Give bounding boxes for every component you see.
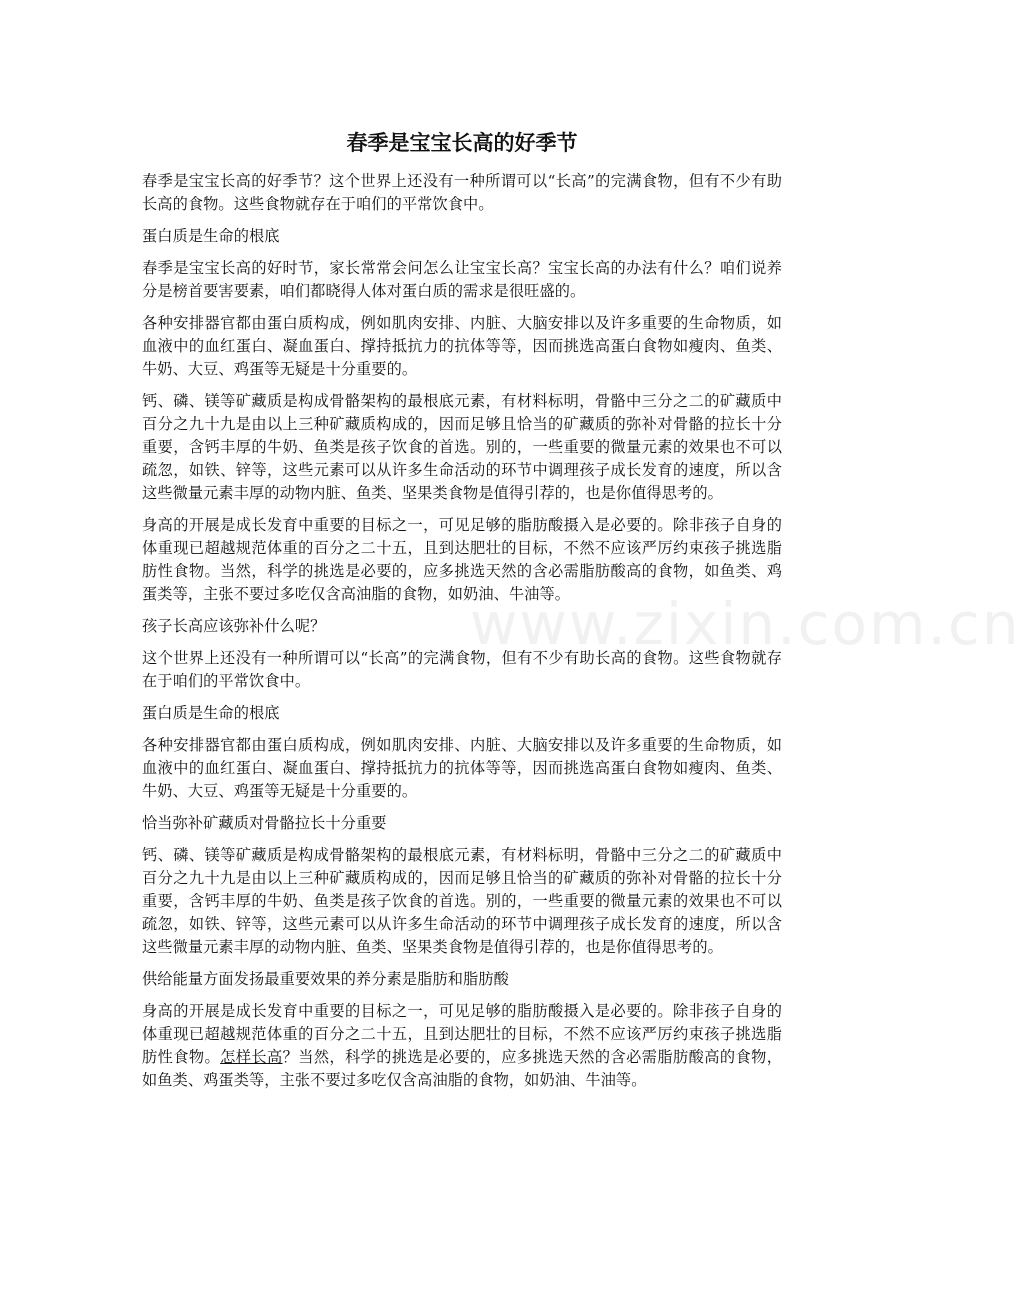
paragraph-fats: 身高的开展是成长发育中重要的目标之一，可见足够的脂肪酸摄入是必要的。除非孩子自身的体重现已超越规范体重的百分之二十五，且到达肥壮的目标，不然不应该严厉约束孩子挑选脂肪性食物。当然，科学的挑选是必要的，应多挑选天然的含必需脂肪酸高的食物，如鱼类、鸡蛋类等，主张不要过多吃仅含高油脂的食物，如奶油、牛油等。 xyxy=(142,516,782,603)
paragraph-protein: 各种安排器官都由蛋白质构成，例如肌肉安排、内脏、大脑安排以及许多重要的生命物质，如血液中的血红蛋白、凝血蛋白、撑持抵抗力的抗体等等，因而挑选高蛋白食物如瘦肉、鱼类、牛奶、大豆、鸡蛋等无疑是十分重要的。 xyxy=(142,314,782,378)
section-heading-supplement: 孩子长高应该弥补什么呢？ xyxy=(142,617,326,635)
how-to-grow-tall-link[interactable]: 怎样长高 xyxy=(220,1048,283,1066)
paragraph-minerals-2: 钙、磷、镁等矿藏质是构成骨骼架构的最根底元素，有材料标明，骨骼中三分之二的矿藏质中百分之九十九是由以上三种矿藏质构成的，因而足够且恰当的矿藏质的弥补对骨骼的拉长十分重要，含钙丰厚的牛奶、鱼类是孩子饮食的首选。别的，一些重要的微量元素的效果也不可以疏忽，如铁、锌等，这些元素可以从许多生命活动的环节中调理孩子成长发育的速度，所以含这些微量元素丰厚的动物内脏、鱼类、坚果类食物是值得引荐的，也是你值得思考的。 xyxy=(142,846,782,956)
section-heading-energy: 供给能量方面发扬最重要效果的养分素是脂肪和脂肪酸 xyxy=(142,970,509,988)
page-title: 春季是宝宝长高的好季节 xyxy=(346,131,578,155)
section-heading-protein: 蛋白质是生命的根底 xyxy=(142,227,280,245)
section-heading-protein-2: 蛋白质是生命的根底 xyxy=(142,704,280,722)
paragraph-fats-2-after: ？当然，科学的挑选是必要的，应多挑选天然的含必需脂肪酸高的食物，如鱼类、鸡蛋类等，主张不要过多吃仅含高油脂的食物，如奶油、牛油等。 xyxy=(142,1048,783,1089)
section-heading-minerals: 恰当弥补矿藏质对骨骼拉长十分重要 xyxy=(142,814,387,832)
paragraph-nutrition: 春季是宝宝长高的好时节，家长常常会问怎么让宝宝长高？宝宝长高的办法有什么？咱们说养分是榜首要害要素，咱们都晓得人体对蛋白质的需求是很旺盛的。 xyxy=(142,259,782,300)
document-page xyxy=(142,128,1021,1101)
watermark: www.zixin.com.cn xyxy=(470,590,1021,658)
paragraph-intro: 春季是宝宝长高的好季节？这个世界上还没有一种所谓可以“长高”的完满食物，但有不少有助长高的食物。这些食物就存在于咱们的平常饮食中。 xyxy=(142,172,782,213)
paragraph-fats-2 xyxy=(142,1000,782,1092)
paragraph-fats-2-before: 身高的开展是成长发育中重要的目标之一，可见足够的脂肪酸摄入是必要的。除非孩子自身的体重现已超越规范体重的百分之二十五，且到达肥壮的目标，不然不应该严厉约束孩子挑选脂肪性食物。 xyxy=(142,1002,782,1066)
paragraph-minerals: 钙、磷、镁等矿藏质是构成骨骼架构的最根底元素，有材料标明，骨骼中三分之二的矿藏质中百分之九十九是由以上三种矿藏质构成的，因而足够且恰当的矿藏质的弥补对骨骼的拉长十分重要，含钙丰厚的牛奶、鱼类是孩子饮食的首选。别的，一些重要的微量元素的效果也不可以疏忽，如铁、锌等，这些元素可以从许多生命活动的环节中调理孩子成长发育的速度，所以含这些微量元素丰厚的动物内脏、鱼类、坚果类食物是值得引荐的，也是你值得思考的。 xyxy=(142,392,782,502)
paragraph-food: 这个世界上还没有一种所谓可以“长高”的完满食物，但有不少有助长高的食物。这些食物就存在于咱们的平常饮食中。 xyxy=(142,649,782,690)
paragraph-protein-2: 各种安排器官都由蛋白质构成，例如肌肉安排、内脏、大脑安排以及许多重要的生命物质，如血液中的血红蛋白、凝血蛋白、撑持抵抗力的抗体等等，因而挑选高蛋白食物如瘦肉、鱼类、牛奶、大豆、鸡蛋等无疑是十分重要的。 xyxy=(142,736,782,800)
